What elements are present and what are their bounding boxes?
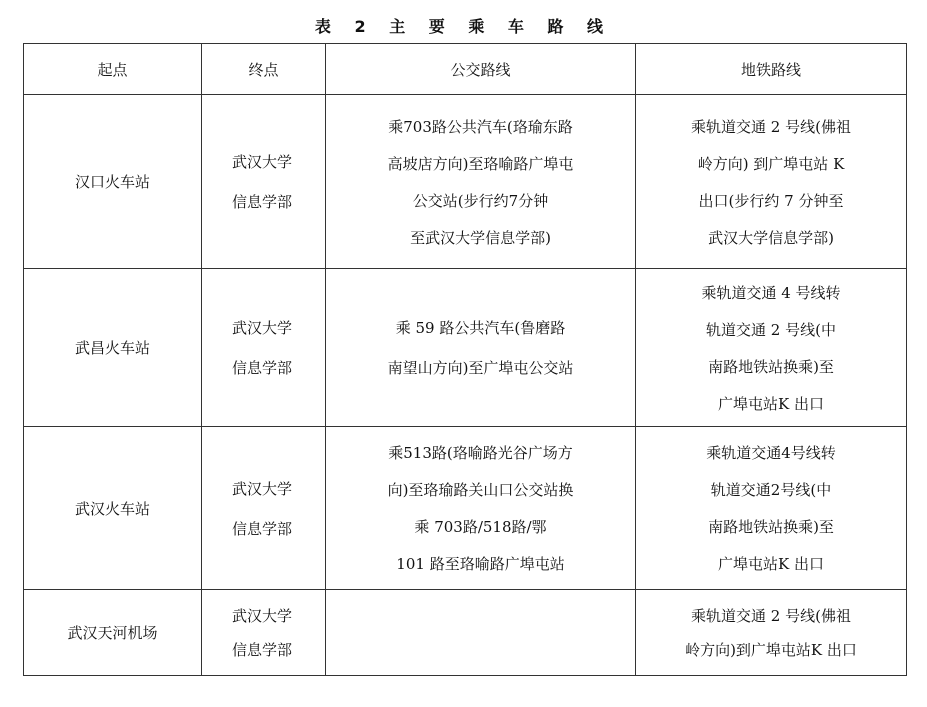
metro-cell (636, 95, 907, 269)
metro-cell (636, 269, 907, 427)
start-cell: 武昌火车站 (24, 269, 202, 427)
end-line: 信息学部 (232, 641, 293, 659)
metro-line: 乘轨道交通 2 号线(佛祖 (691, 117, 851, 136)
bus-line: 101 路至珞喻路广埠屯站 (396, 555, 565, 573)
bus-line: 乘 703路/518路/鄂 (414, 518, 547, 536)
bus-line: 南望山方向)至广埠屯公交站 (387, 359, 574, 377)
bus-line: 乘513路(珞喻路光谷广场方 (388, 444, 573, 462)
bus-cell (326, 590, 636, 676)
bus-cell (326, 269, 636, 427)
end-line: 信息学部 (232, 519, 293, 538)
bus-line: 乘 59 路公共汽车(鲁磨路 (395, 319, 566, 337)
start-cell: 武汉火车站 (24, 427, 202, 590)
bus-cell (326, 427, 636, 590)
bus-line: 乘703路公共汽车(珞瑜东路 (388, 117, 573, 136)
metro-line: 出口(步行约 7 分钟至 (698, 191, 844, 210)
bus-line: 高坡店方向)至珞喻路广埠屯 (387, 154, 574, 173)
end-line: 信息学部 (232, 193, 293, 211)
end-line: 武汉大学 (232, 319, 293, 337)
end-line: 信息学部 (232, 359, 293, 377)
metro-line: 广埠屯站K 出口 (718, 555, 824, 573)
start-cell: 汉口火车站 (24, 95, 202, 269)
route-table (23, 43, 907, 676)
end-line: 武汉大学 (232, 153, 293, 171)
metro-line: 轨道交通 2 号线(中 (706, 320, 836, 339)
header-start: 起点 (24, 44, 202, 95)
table-row (24, 95, 907, 269)
table-row (24, 427, 907, 590)
metro-line: 乘轨道交通 2 号线(佛祖 (691, 607, 851, 625)
header-end: 终点 (202, 44, 326, 95)
metro-line: 乘轨道交通 4 号线转 (701, 283, 841, 302)
metro-line: 广埠屯站K 出口 (718, 394, 824, 413)
bus-line: 公交站(步行约7分钟 (412, 191, 549, 210)
bus-cell (326, 95, 636, 269)
end-cell (202, 427, 326, 590)
metro-cell (636, 590, 907, 676)
end-cell (202, 590, 326, 676)
start-cell: 武汉天河机场 (24, 590, 202, 676)
metro-line: 武汉大学信息学部) (708, 228, 834, 247)
metro-line: 乘轨道交通4号线转 (706, 444, 836, 462)
end-line: 武汉大学 (232, 479, 293, 498)
end-line: 武汉大学 (232, 607, 293, 625)
table-title: 表 2 主 要 乘 车 路 线 (314, 17, 613, 36)
end-cell (202, 269, 326, 427)
header-metro: 地铁路线 (636, 44, 907, 95)
table-row (24, 590, 907, 676)
metro-line: 南路地铁站换乘)至 (708, 357, 834, 376)
header-row (24, 44, 907, 95)
metro-cell (636, 427, 907, 590)
bus-line: 向)至珞瑜路关山口公交站换 (387, 481, 574, 499)
metro-line: 轨道交通2号线(中 (710, 481, 832, 499)
header-bus: 公交路线 (326, 44, 636, 95)
table-row (24, 269, 907, 427)
metro-line: 岭方向)到广埠屯站K 出口 (685, 641, 857, 659)
metro-line: 南路地铁站换乘)至 (708, 518, 834, 536)
end-cell (202, 95, 326, 269)
metro-line: 岭方向) 到广埠屯站 K (697, 154, 845, 173)
bus-line: 至武汉大学信息学部) (410, 228, 551, 247)
